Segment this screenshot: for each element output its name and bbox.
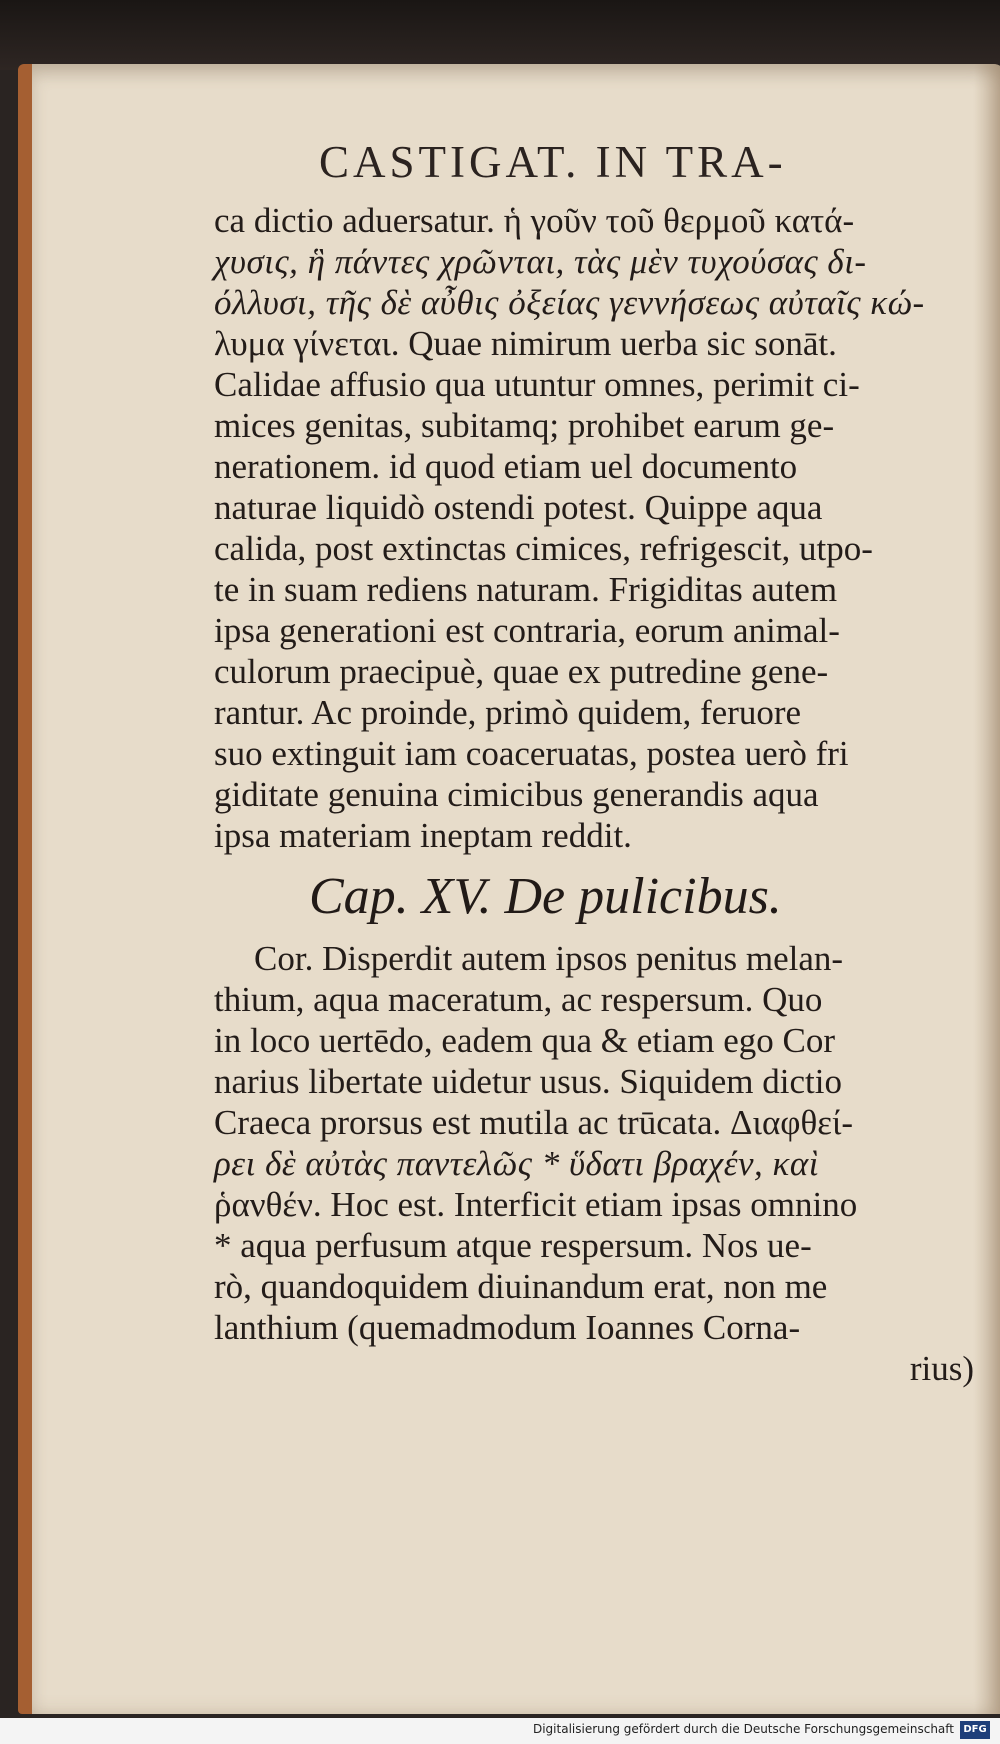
catchword: rius) [909, 1349, 974, 1388]
funding-credit: Digitalisierung gefördert durch die Deutsche Forschungsgemeinschaft [532, 1722, 954, 1736]
book-page [18, 64, 1000, 1714]
text-line: mices genitas, subitamq; prohibet earum ge- [214, 406, 835, 445]
text-line: culorum praecipuè, quae ex putredine gene- [214, 652, 829, 691]
text-line: nerationem. id quod etiam uel documento [214, 447, 798, 486]
text-line: ρει δὲ αὐτὰς παντελῶς * ὕδατι βραχέν, καὶ [214, 1144, 819, 1183]
text-block [214, 136, 974, 1389]
footer-bar [0, 1718, 1000, 1744]
text-line: ipsa generationi est contraria, eorum animal- [214, 611, 840, 650]
text-line: thium, aqua maceratum, ac respersum. Quo [214, 980, 823, 1019]
running-head: CASTIGAT. IN TRA- [319, 137, 787, 187]
text-line: Craeca prorsus est mutila ac trūcata. Διαφθεί- [214, 1103, 854, 1142]
text-line: narius libertate uidetur usus. Siquidem dictio [214, 1062, 842, 1101]
scan-background [0, 0, 1000, 70]
text-line: Cor. Disperdit autem ipsos penitus melan- [254, 939, 844, 978]
text-line: calida, post extinctas cimices, refrigescit, utpo- [214, 529, 873, 568]
dfg-logo-icon: DFG [960, 1721, 990, 1739]
text-line: λυμα γίνεται. Quae nimirum uerba sic sonāt. [214, 324, 837, 363]
text-line: suo extinguit iam coaceruatas, postea uerò fri [214, 734, 849, 773]
text-line: όλλυσι, τῆς δὲ αὖθις ὀξείας γεννήσεως αὐταῖς κώ- [214, 283, 925, 322]
text-line: naturae liquidò ostendi potest. Quippe aqua [214, 488, 823, 527]
text-line: in loco uertēdo, eadem qua & etiam ego Cor [214, 1021, 836, 1060]
text-line: χυσις, ἣ πάντες χρῶνται, τὰς μὲν τυχούσας δι- [214, 242, 867, 281]
text-line: te in suam rediens naturam. Frigiditas autem [214, 570, 838, 609]
text-line: ca dictio aduersatur. ἡ γοῦν τοῦ θερμοῦ κατά- [214, 201, 855, 240]
text-line: giditate genuina cimicibus generandis aqua [214, 775, 819, 814]
text-line: lanthium (quemadmodum Ioannes Corna- [214, 1308, 801, 1347]
text-line: rò, quandoquidem diuinandum erat, non me [214, 1267, 828, 1306]
text-line: ῥανθέν. Hoc est. Interficit etiam ipsas omnino [214, 1185, 858, 1224]
text-line: * aqua perfusum atque respersum. Nos ue- [214, 1226, 812, 1265]
text-line: ipsa materiam ineptam reddit. [214, 816, 632, 855]
chapter-heading: Cap. XV. De pulicibus. [309, 868, 782, 925]
text-line: rantur. Ac proinde, primò quidem, feruore [214, 693, 802, 732]
text-line: Calidae affusio qua utuntur omnes, perimit ci- [214, 365, 860, 404]
